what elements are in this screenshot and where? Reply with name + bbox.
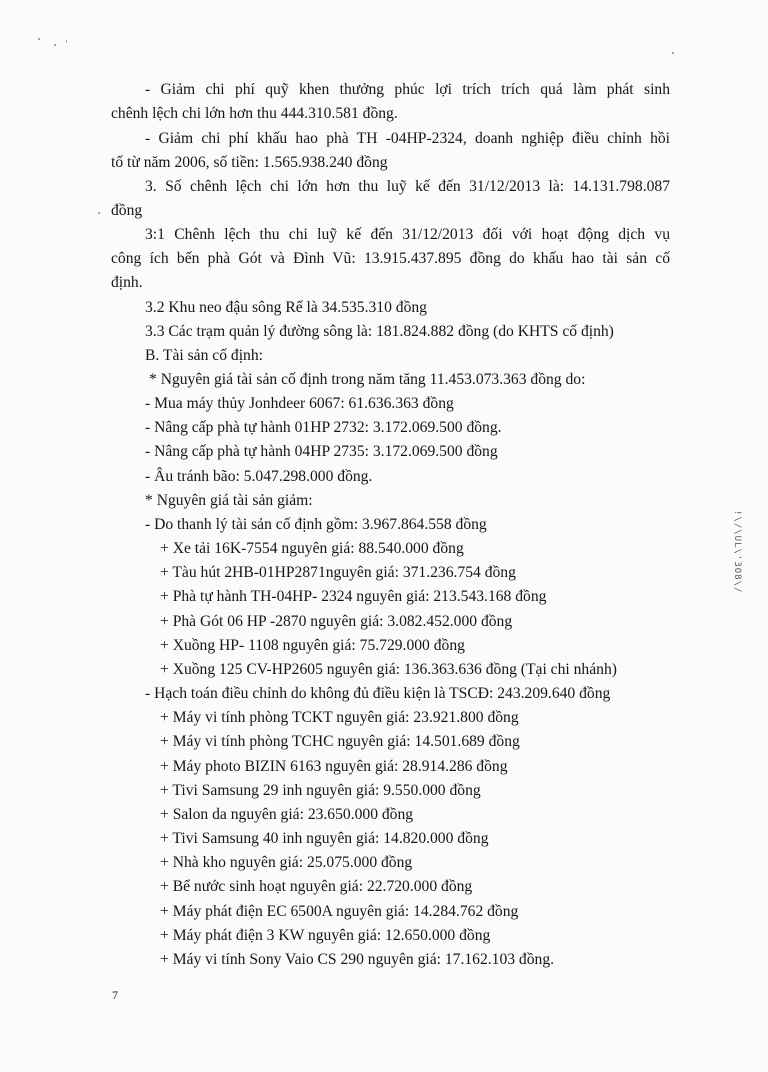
text-line: - Giảm chi phí quỹ khen thưởng phúc lợi trích trích quá làm phát sinh (145, 81, 670, 98)
scan-speck (54, 44, 56, 46)
text-line: - Giảm chi phí khấu hao phà TH -04HP-2324, doanh nghiệp điều chỉnh hồi (145, 130, 670, 147)
list-item: + Máy phát điện EC 6500A nguyên giá: 14.284.762 đồng (160, 903, 519, 920)
text-line: chênh lệch chi lớn hơn thu 444.310.581 đồng. (111, 105, 398, 122)
text-line: 3.2 Khu neo đậu sông Rế là 34.535.310 đồng (145, 299, 427, 316)
list-item: + Tàu hút 2HB-01HP2871nguyên giá: 371.236.754 đồng (160, 564, 516, 581)
list-item: + Xuồng 125 CV-HP2605 nguyên giá: 136.363.636 đồng (Tại chi nhánh) (160, 661, 617, 678)
list-item: + Xuồng HP- 1108 nguyên giá: 75.729.000 đồng (160, 637, 465, 654)
list-item: - Âu tránh bão: 5.047.298.000 đồng. (145, 468, 373, 485)
list-item: + Tivi Samsung 40 inh nguyên giá: 14.820.000 đồng (160, 830, 489, 847)
list-item: + Bể nước sinh hoạt nguyên giá: 22.720.000 đồng (160, 878, 473, 895)
text-line: * Nguyên giá tài sản giảm: (145, 492, 313, 509)
list-item: + Phà tự hành TH-04HP- 2324 nguyên giá: 213.543.168 đồng (160, 588, 547, 605)
list-item: + Máy phát điện 3 KW nguyên giá: 12.650.000 đồng (160, 927, 491, 944)
scan-speck (66, 40, 67, 43)
scan-speck (38, 38, 40, 40)
list-item: + Máy vi tính Sony Vaio CS 290 nguyên giá: 17.162.103 đồng. (160, 951, 555, 968)
list-item: + Tivi Samsung 29 inh nguyên giá: 9.550.000 đồng (160, 782, 481, 799)
list-item: + Xe tải 16K-7554 nguyên giá: 88.540.000 đồng (160, 540, 464, 557)
text-line: tố từ năm 2006, số tiền: 1.565.938.240 đồng (111, 154, 388, 171)
list-item: - Nâng cấp phà tự hành 04HP 2735: 3.172.069.500 đồng (145, 443, 498, 460)
list-item: + Máy photo BIZIN 6163 nguyên giá: 28.914.286 đồng (160, 758, 508, 775)
scan-speck (98, 212, 100, 214)
section-heading: B. Tài sản cố định: (145, 347, 263, 364)
list-item: - Nâng cấp phà tự hành 01HP 2732: 3.172.069.500 đồng. (145, 419, 502, 436)
text-line: 3. Số chênh lệch chi lớn hơn thu luỹ kế đến 31/12/2013 là: 14.131.798.087 (145, 178, 670, 195)
text-line: đồng (111, 202, 143, 219)
list-item: - Mua máy thủy Jonhdeer 6067: 61.636.363 đồng (145, 395, 454, 412)
text-line: 3.3 Các trạm quản lý đường sông là: 181.824.882 đồng (do KHTS cố định) (145, 323, 614, 340)
scan-speck (672, 52, 674, 54)
text-line: công ích bến phà Gót và Đình Vũ: 13.915.437.895 đồng do khấu hao tài sản cố (111, 250, 670, 267)
list-item: + Máy vi tính phòng TCHC nguyên giá: 14.501.689 đồng (160, 733, 520, 750)
text-line: * Nguyên giá tài sản cố định trong năm tăng 11.453.073.363 đồng do: (149, 371, 586, 388)
text-line: 3:1 Chênh lệch thu chi luỹ kế đến 31/12/2013 đối với hoạt động dịch vụ (145, 226, 670, 243)
list-item: - Do thanh lý tài sản cố định gồm: 3.967.864.558 đồng (145, 516, 487, 533)
margin-stamp: !\/\UL\'3O8\/ (732, 510, 742, 594)
page-number: 7 (112, 988, 118, 1002)
list-item: + Salon da nguyên giá: 23.650.000 đồng (160, 806, 414, 823)
list-item: + Phà Gót 06 HP -2870 nguyên giá: 3.082.452.000 đồng (160, 613, 513, 630)
list-item: + Máy vi tính phòng TCKT nguyên giá: 23.921.800 đồng (160, 709, 519, 726)
list-item: - Hạch toán điều chỉnh do không đủ điều kiện là TSCĐ: 243.209.640 đồng (145, 685, 611, 702)
text-line: định. (111, 274, 143, 291)
list-item: + Nhà kho nguyên giá: 25.075.000 đồng (160, 854, 413, 871)
